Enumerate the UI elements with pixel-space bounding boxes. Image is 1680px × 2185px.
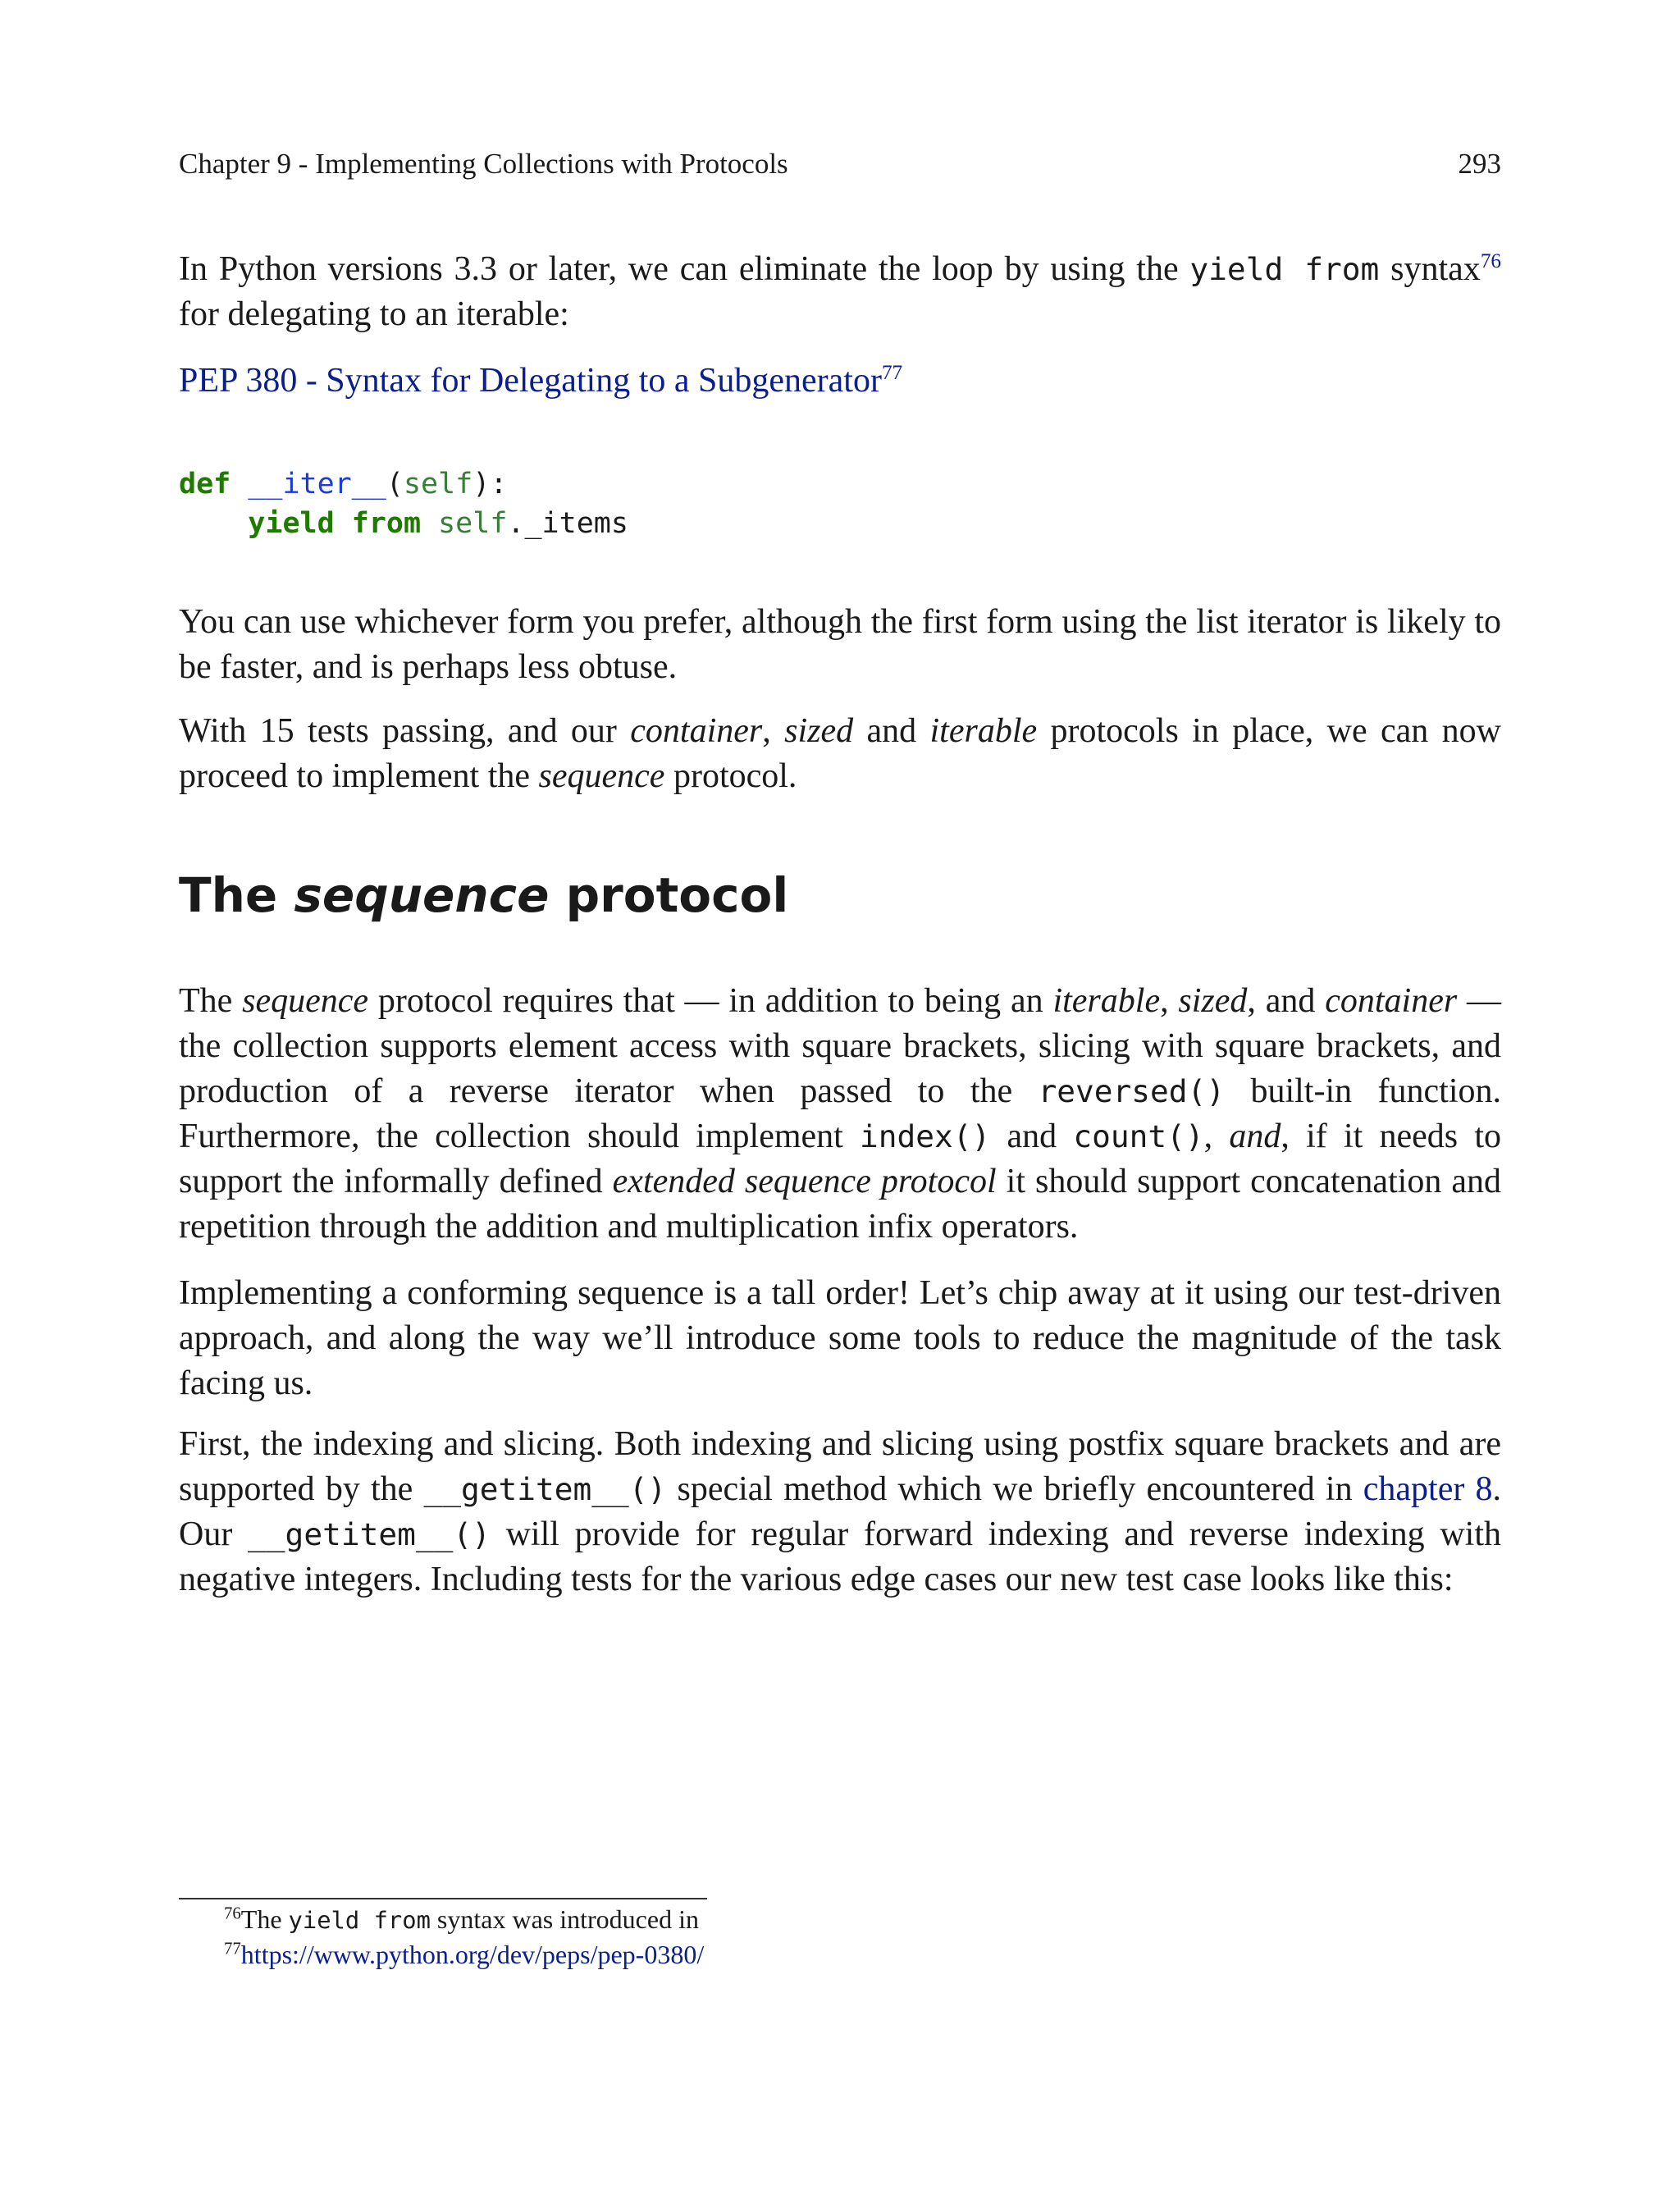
paragraph-tall-order: Implementing a conforming sequence is a tall order! Let’s chip away at it using our test-driven approach, and along the way we’ll introduce some tools to reduce the magnitude of the task facing us. (179, 1274, 1501, 1402)
paragraph-forms: You can use whichever form you prefer, although the first form using the list iterator is likely to be faster, and is perhaps less obtuse. (179, 603, 1501, 686)
paragraph-indexing-slicing: First, the indexing and slicing. Both indexing and slicing using postfix square brackets and are supported by the __getitem__() special method which we briefly encountered in chapter 8. Our __getitem__() will provide for regular forward indexing and reverse indexing with negative integers. Including tests for the various edge cases our new test case looks like this: (179, 1425, 1502, 1598)
running-header (179, 148, 1501, 181)
paragraph-yield-from: In Python versions 3.3 or later, we can eliminate the loop by using the yield from syntax$^{76}$ for delegating to an iterable: (179, 250, 1501, 333)
paragraph-sequence-requirements: The sequence protocol requires that — in addition to being an iterable, sized, and container — the collection supports element access with square brackets, slicing with square brackets, and production of a reverse iterator when passed to the reversed() built-in function. Furthermore, the collection should implement index() and count(), and, if it needs to support the informally defined extended sequence protocol it should support concatenation and repetition through the addition and multiplication infix operators. (179, 982, 1502, 1246)
footnote-77: $^{77}$https://www.python.org/dev/peps/pep-0380/ (224, 1939, 705, 1969)
page-number: 293 (1458, 148, 1501, 180)
code-keyword: def (179, 468, 231, 501)
footnote-ref-76[interactable]: 76 (1480, 250, 1501, 272)
pep-0380-url-link[interactable]: https://www.python.org/dev/peps/pep-0380/ (240, 1940, 705, 1969)
chapter-title: Chapter 9 - Implementing Collections with Protocols (179, 148, 788, 180)
footnote-76: $^{76}$The yield from syntax was introduced in (224, 1904, 699, 1934)
code-block: def __iter__(self): yield from self._items (179, 468, 628, 540)
footnote-separator (179, 1898, 707, 1899)
footnotes (224, 1902, 704, 1972)
pep-link-paragraph (179, 359, 1501, 404)
code-function-name: __iter__ (248, 468, 386, 501)
footnote-ref-77[interactable]: 77 (881, 362, 903, 384)
paragraph-tests-passing: With 15 tests passing, and our container, sized and iterable protocols in place, we can now proceed to implement the sequence protocol. (179, 712, 1501, 795)
inline-code-yield-from: yield from (1189, 251, 1380, 287)
pep-380-link[interactable]: PEP 380 - Syntax for Delegating to a Subgenerator (179, 362, 882, 400)
chapter-8-link[interactable]: chapter 8 (1363, 1470, 1493, 1508)
section-heading: The sequence protocol (179, 867, 789, 923)
